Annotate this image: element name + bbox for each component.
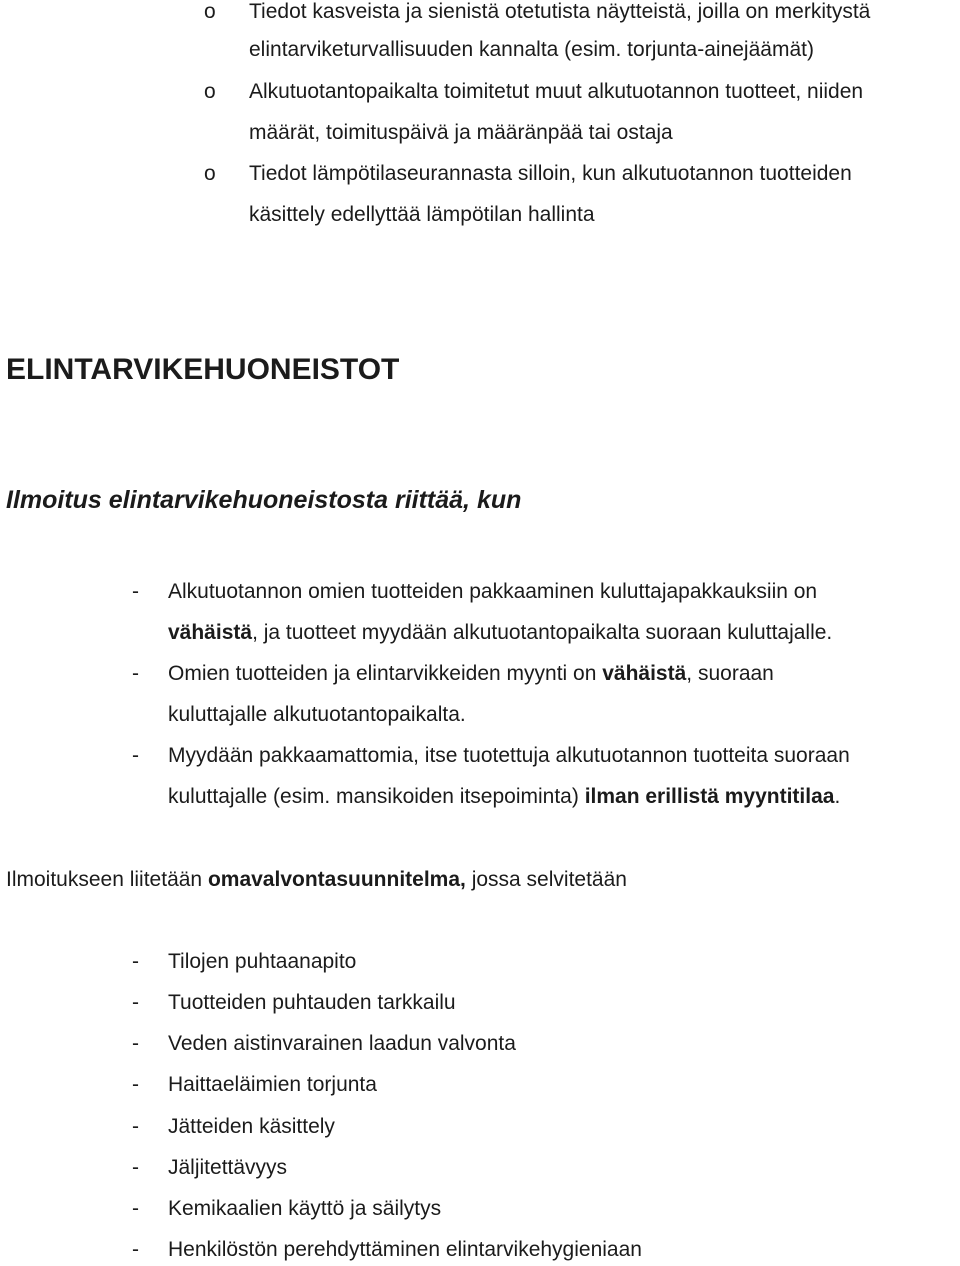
text-span: , ja tuotteet myydään alkutuotantopaikalta suoraan kuluttajalle. (252, 621, 833, 644)
emphasis: vähäistä (602, 662, 687, 685)
list-item-text: Tiedot kasveista ja sienistä otetutista näytteistä, joilla on merkitystä (249, 0, 871, 23)
plan-item: Jäljitettävyys (168, 1156, 288, 1179)
dash-bullet: - (132, 1032, 139, 1055)
list-item-text: Tiedot lämpötilaseurannasta silloin, kun alkutuotannon tuotteiden (249, 162, 852, 185)
dash-bullet: - (132, 580, 139, 603)
list-item-text: käsittely edellyttää lämpötilan hallinta (249, 203, 595, 226)
plan-item: Henkilöstön perehdyttäminen elintarvikehygieniaan (168, 1238, 642, 1261)
plan-item: Haittaeläimien torjunta (168, 1073, 377, 1096)
dash-bullet: - (132, 1115, 139, 1138)
dash-bullet: - (132, 662, 139, 685)
list-item-text: Alkutuotantopaikalta toimitetut muut alkutuotannon tuotteet, niiden (249, 80, 864, 103)
plan-item: Tilojen puhtaanapito (168, 950, 357, 973)
emphasis: vähäistä (168, 621, 253, 644)
text-span: , suoraan (686, 662, 774, 685)
text-span: . (834, 785, 841, 808)
text-span: jossa selvitetään (465, 868, 627, 891)
list-bullet: o (204, 80, 216, 103)
condition-text (168, 662, 774, 686)
condition-text: Myydään pakkaamattomia, itse tuotettuja alkutuotannon tuotteita suoraan (168, 744, 850, 767)
dash-bullet: - (132, 991, 139, 1014)
dash-bullet: - (132, 1073, 139, 1096)
plan-item: Jätteiden käsittely (168, 1115, 335, 1138)
dash-bullet: - (132, 950, 139, 973)
list-bullet: o (204, 0, 216, 23)
condition-text (168, 785, 840, 809)
subheading: Ilmoitus elintarvikehuoneistosta riittää, kun (6, 486, 522, 514)
text-span: Omien tuotteiden ja elintarvikkeiden myynti on (168, 662, 603, 685)
plan-item: Veden aistinvarainen laadun valvonta (168, 1032, 516, 1055)
plan-item: Tuotteiden puhtauden tarkkailu (168, 991, 456, 1014)
list-item-text: elintarviketurvallisuuden kannalta (esim. torjunta-ainejäämät) (249, 38, 814, 61)
dash-bullet: - (132, 1156, 139, 1179)
list-bullet: o (204, 162, 216, 185)
condition-text: Alkutuotannon omien tuotteiden pakkaaminen kuluttajapakkauksiin on (168, 580, 818, 603)
plan-item: Kemikaalien käyttö ja säilytys (168, 1197, 442, 1220)
text-span: Ilmoitukseen liitetään (6, 868, 208, 891)
plan-intro (6, 868, 627, 892)
dash-bullet: - (132, 744, 139, 767)
section-heading: ELINTARVIKEHUONEISTOT (6, 353, 400, 386)
list-item-text: määrät, toimituspäivä ja määränpää tai ostaja (249, 121, 673, 144)
emphasis: ilman erillistä myyntitilaa (584, 785, 835, 808)
condition-text (168, 621, 832, 645)
text-span: kuluttajalle (esim. mansikoiden itsepoiminta) (168, 785, 585, 808)
dash-bullet: - (132, 1197, 139, 1220)
dash-bullet: - (132, 1238, 139, 1261)
emphasis: omavalvontasuunnitelma, (207, 868, 466, 891)
condition-text: kuluttajalle alkutuotantopaikalta. (168, 703, 466, 726)
